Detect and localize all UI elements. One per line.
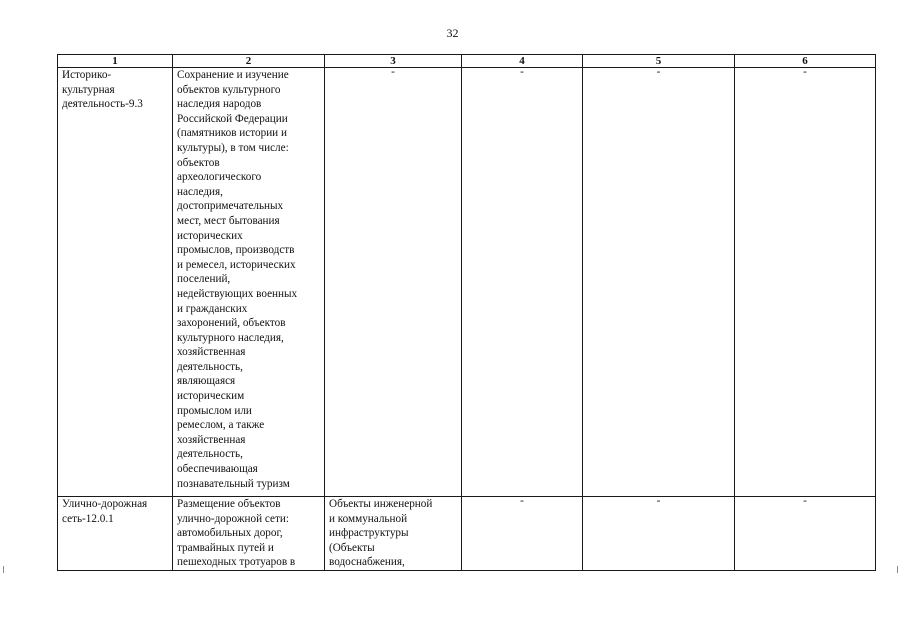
- col3-value: Объекты инженерной и коммунальной инфраструктуры (Объекты водоснабжения,: [329, 498, 433, 569]
- table-cell-col6: [735, 497, 876, 571]
- page-number: 32: [446, 26, 459, 40]
- table-cell-col4: [462, 497, 583, 571]
- table-header-row: [58, 55, 876, 68]
- table-cell-col3: [325, 497, 462, 571]
- table-cell-description: [173, 68, 325, 497]
- col5-value: -: [656, 67, 661, 78]
- col6-value: -: [803, 67, 807, 78]
- activity-name-text: Улично-дорожная сеть-12.0.1: [62, 498, 148, 525]
- col5-value: -: [656, 496, 661, 507]
- table-cell-col4: [462, 68, 583, 497]
- table-cell-col5: [583, 497, 735, 571]
- scan-mark-left: [3, 566, 4, 573]
- col4-value: -: [520, 67, 524, 78]
- column-header-1: 1: [58, 55, 173, 68]
- table-cell-activity-name: [58, 497, 173, 571]
- column-header-3: 3: [325, 55, 462, 68]
- description-text: Сохранение и изучение объектов культурного наследия народов Российской Федерации (памятников истории и культуры), в том числе: объектов археологического наследия, достопримечательных мест, мест бытования исторических промыслов, производств и ремесел, исторических поселений, недействующих военных и гражданских захоронений, объектов культурного наследия, хозяйственная деятельность, являющаяся историческим промыслом или ремеслом, а также хозяйственная деятельность, обеспечивающая познавательный туризм: [177, 69, 298, 490]
- table-cell-col3: [325, 68, 462, 497]
- activity-name-text: Историко- культурная деятельность-9.3: [62, 69, 143, 111]
- column-header-5: 5: [583, 55, 735, 68]
- table-row: [58, 497, 876, 571]
- table-cell-description: [173, 497, 325, 571]
- table-cell-col5: [583, 68, 735, 497]
- table-cell-activity-name: [58, 68, 173, 497]
- column-header-2: 2: [173, 55, 325, 68]
- column-header-4: 4: [462, 55, 583, 68]
- description-text: Размещение объектов улично-дорожной сети: автомобильных дорог, трамвайных путей и пешеходных тротуаров в: [177, 498, 296, 569]
- col6-value: -: [803, 496, 807, 507]
- column-header-6: 6: [735, 55, 876, 68]
- col4-value: -: [520, 496, 524, 507]
- scan-mark-right: [897, 566, 898, 573]
- col3-value: -: [391, 67, 395, 78]
- table-row: [58, 68, 876, 497]
- table-cell-col6: [735, 68, 876, 497]
- document-table: [57, 54, 876, 571]
